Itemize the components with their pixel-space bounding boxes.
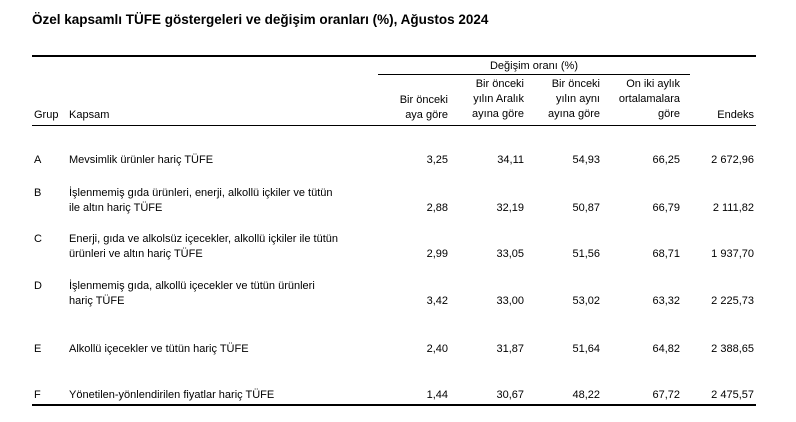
row-b-grup: B	[34, 187, 42, 199]
row-c-kapsam-line2: ürünleri ve altın hariç TÜFE	[69, 248, 203, 260]
row-a-v4: 66,25	[652, 154, 680, 166]
row-b-v3: 50,87	[572, 202, 600, 214]
row-d-kapsam-line2: hariç TÜFE	[69, 295, 125, 307]
top-rule	[32, 55, 756, 57]
row-b-v1: 2,88	[426, 202, 448, 214]
row-c-v4: 68,71	[652, 248, 680, 260]
row-d-v3: 53,02	[572, 295, 600, 307]
row-d-grup: D	[34, 280, 42, 292]
row-d-v1: 3,42	[426, 295, 448, 307]
grup-header: Grup	[34, 109, 59, 121]
row-d-endeks: 2 225,73	[711, 295, 754, 307]
row-f-grup: F	[34, 389, 41, 401]
row-a-v3: 54,93	[572, 154, 600, 166]
col2-header-line1: Bir önceki	[475, 78, 524, 90]
col3-header-line1: Bir önceki	[551, 78, 600, 90]
row-b-kapsam-line2: ile altın hariç TÜFE	[69, 202, 163, 214]
change-rate-header: Değişim oranı (%)	[489, 60, 579, 72]
row-a-v1: 3,25	[426, 154, 448, 166]
row-f-v2: 30,67	[496, 389, 524, 401]
row-a-endeks: 2 672,96	[711, 154, 754, 166]
row-e-v2: 31,87	[496, 343, 524, 355]
col1-header-line1: Bir önceki	[399, 94, 448, 106]
col1-header-line2: aya göre	[405, 109, 448, 121]
row-c-v1: 2,99	[426, 248, 448, 260]
row-f-v1: 1,44	[426, 389, 448, 401]
row-e-v3: 51,64	[572, 343, 600, 355]
bottom-rule	[32, 404, 756, 406]
row-a-v2: 34,11	[497, 154, 524, 166]
row-e-grup: E	[34, 343, 42, 355]
col3-header-line3: ayına göre	[548, 108, 600, 120]
row-b-v4: 66,79	[652, 202, 680, 214]
row-c-grup: C	[34, 233, 42, 245]
row-d-kapsam-line1: İşlenmemiş gıda, alkollü içecekler ve tütün ürünleri	[69, 280, 315, 292]
row-f-v3: 48,22	[572, 389, 600, 401]
col3-header-line2: yılın aynı	[555, 93, 600, 105]
group-header-rule	[378, 74, 690, 75]
row-b-kapsam-line1: İşlenmemiş gıda ürünleri, enerji, alkollü içkiler ve tütün	[69, 187, 333, 199]
row-e-endeks: 2 388,65	[711, 343, 754, 355]
row-d-v4: 63,32	[652, 295, 680, 307]
row-c-v2: 33,05	[496, 248, 524, 260]
endeks-header: Endeks	[717, 109, 754, 121]
row-c-endeks: 1 937,70	[711, 248, 754, 260]
col4-header-line1: On iki aylık	[626, 78, 680, 90]
col2-header-line3: ayına göre	[472, 108, 524, 120]
row-a-grup: A	[34, 154, 42, 166]
row-e-kapsam: Alkollü içecekler ve tütün hariç TÜFE	[69, 343, 249, 355]
col2-header-line2: yılın Aralık	[473, 93, 524, 105]
row-e-v1: 2,40	[426, 343, 448, 355]
table-title: Özel kapsamlı TÜFE göstergeleri ve değişim oranları (%), Ağustos 2024	[32, 12, 489, 27]
header-bottom-rule	[32, 125, 756, 126]
row-f-kapsam: Yönetilen-yönlendirilen fiyatlar hariç TÜFE	[69, 389, 275, 401]
row-c-v3: 51,56	[572, 248, 600, 260]
row-f-v4: 67,72	[652, 389, 680, 401]
row-d-v2: 33,00	[496, 295, 524, 307]
row-a-kapsam: Mevsimlik ürünler hariç TÜFE	[69, 154, 214, 166]
col4-header-line3: göre	[657, 108, 680, 120]
row-f-endeks: 2 475,57	[711, 389, 754, 401]
row-e-v4: 64,82	[652, 343, 680, 355]
col4-header-line2: ortalamalara	[618, 93, 680, 105]
row-c-kapsam-line1: Enerji, gıda ve alkolsüz içecekler, alkollü içkiler ile tütün	[69, 233, 339, 245]
row-b-endeks: 2 111,82	[712, 202, 754, 214]
kapsam-header: Kapsam	[69, 109, 110, 121]
row-b-v2: 32,19	[496, 202, 524, 214]
